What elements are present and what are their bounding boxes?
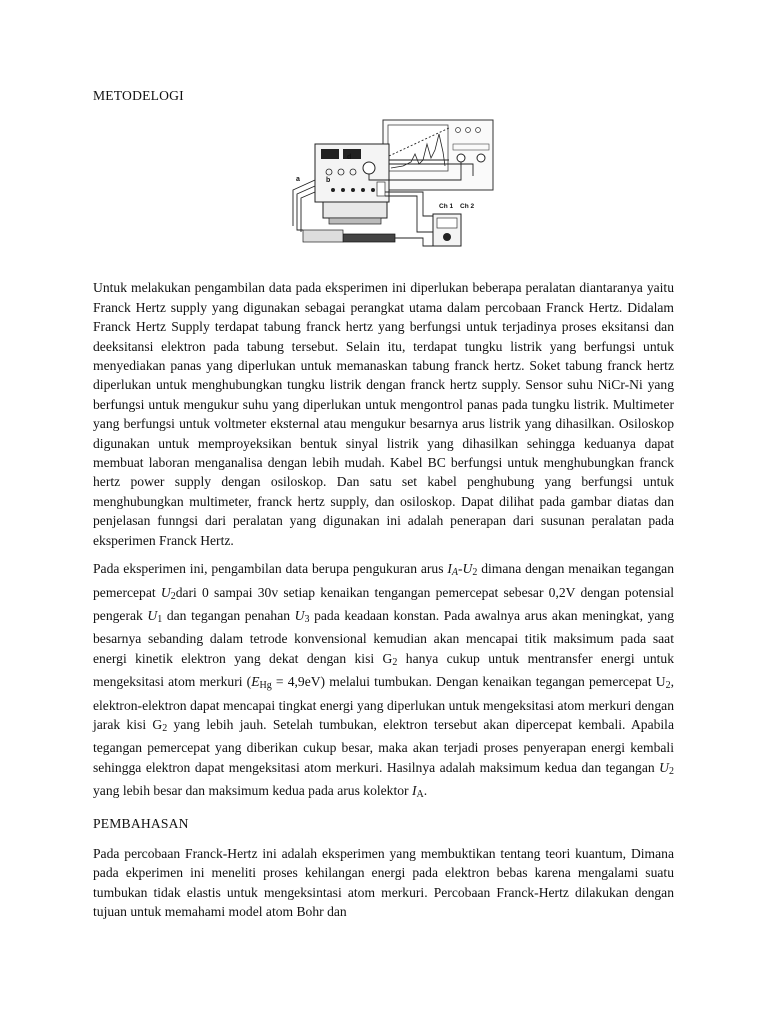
symbol-ehg: E: [251, 674, 260, 690]
figure-label-ch1: Ch 1: [439, 203, 454, 211]
franck-hertz-oven: [323, 202, 387, 224]
symbol-u2: U: [462, 561, 473, 577]
figure-label-d: d: [347, 154, 352, 162]
paragraph-equipment: Untuk melakukan pengambilan data pada eksperimen ini diperlukan beberapa peralatan diantaranya yaitu Franck Hertz supply yang digunakan sebagai perangkat utama dalam percobaan Franck Hertz. Didalam Franck Hertz Supply terdapat tabung franck hertz yang berfungsi untuk terjadinya proses eksitansi dan deeksitansi elektron pada tabung tersebut. Selain itu, terdapat tungku listrik yang berfungsi untuk menyediakan panas yang diperlukan untuk memanaskan tabung franck hertz. Soket tabung franck hertz diperlukan untuk menghubungkan tungku listrik dengan franck hertz supply. Sensor suhu NiCr-Ni yang berfungsi untuk mengukur suhu yang diperlukan untuk mengontrol panas pada tungku listrik. Multimeter yang berfungsi untuk voltmeter eksternal atau mengukur besarnya arus listrik yang dihasilkan. Osiloskop digunakan untuk memproyeksikan bentuk sinyal listrik yang dihasilkan sehingga keduanya dapat membuat laboran menganalisa dengan lebih mudah. Kabel BC berfungsi untuk menghubungkan franck hertz power supply dengan osiloskop. Dan satu set kabel penghubung yang berfungsi untuk menghubungkan multimeter, franck hertz supply, dan osiloskop. Dapat dilihat pada gambar diatas dan penjelasan funngsi dari peralatan yang digunakan ini adalah penerapan dari susunan peralatan pada eksperimen Franck Hertz.: [93, 280, 674, 548]
oscilloscope: [383, 120, 493, 190]
figure-label-b: b: [326, 177, 331, 185]
apparatus-diagram: [273, 116, 498, 266]
franck-hertz-supply: [315, 144, 389, 202]
tube-socket: [303, 230, 395, 242]
document-content: [93, 86, 674, 931]
section-heading-discussion: PEMBAHASAN: [93, 815, 189, 831]
paragraph-procedure: Pada eksperimen ini, pengambilan data berupa pengukuran arus $I_A-U_2$ dimana dengan menaikan tegangan pemercepat $U_2dari$ 0 sampai 30v setiap kenaikan tengangan pemercepat sebesar 0,2V dengan potensial pengerak $U_1$ dan tegangan penahan $U_3$ pada keadaan konstan. Pada awalnya arus akan meningkat, yang besarnya sebanding dalam tetrode konvensional kemudian akan mencapai titik maksimum pada saat energi kinetik elektron yang dekat dengan kisi $G_2$ hanya cukup untuk mentransfer energi untuk mengeksitasi atom merkuri $(E_{Hg} = 4,9eV)$ melalui tumbukan. Dengan kenaikan tegangan pemercepat $U_2$, elektron-elektron dapat mencapai tingkat energi yang diperlukan untuk mengeksitasi atom merkuri dengan jarak kisi $G_2$ yang lebih jauh. Setelah tumbukan, elektron tersebut akan dipercepat kembali. Apabila tegangan pemercepat yang diberikan cukup besar, maka akan terjadi proses penyerapan energi kembali sehingga elektron dapat mengeksitasi atom merkuri. Hasilnya adalah maksimum kedua dan tegangan $U_2$ yang lebih besar dan maksimum kedua pada arus kolektor $I_A$.: [93, 561, 675, 801]
paragraph-discussion: Pada percobaan Franck-Hertz ini adalah eksperimen yang membuktikan tentang teori kuantum, Dimana pada ekperimen ini meneliti proses kehilangan energi pada elektron bebas karena mengalami suatu tumbukan tidak elastis untuk mengeksintasi atom merkuri. Percobaan Franck-Hertz dilakukan dengan tujuan untuk memahami model atom Bohr dan: [93, 845, 674, 920]
symbol-ia: I: [447, 561, 452, 577]
section-heading-methodology: METODELOGI: [93, 88, 184, 103]
symbol-u1: U: [147, 607, 158, 623]
apparatus-figure: [93, 116, 674, 266]
figure-label-a: a: [296, 176, 300, 184]
symbol-u3: U: [294, 607, 305, 623]
figure-label-ch2: Ch 2: [460, 203, 475, 211]
multimeter: [433, 214, 461, 246]
